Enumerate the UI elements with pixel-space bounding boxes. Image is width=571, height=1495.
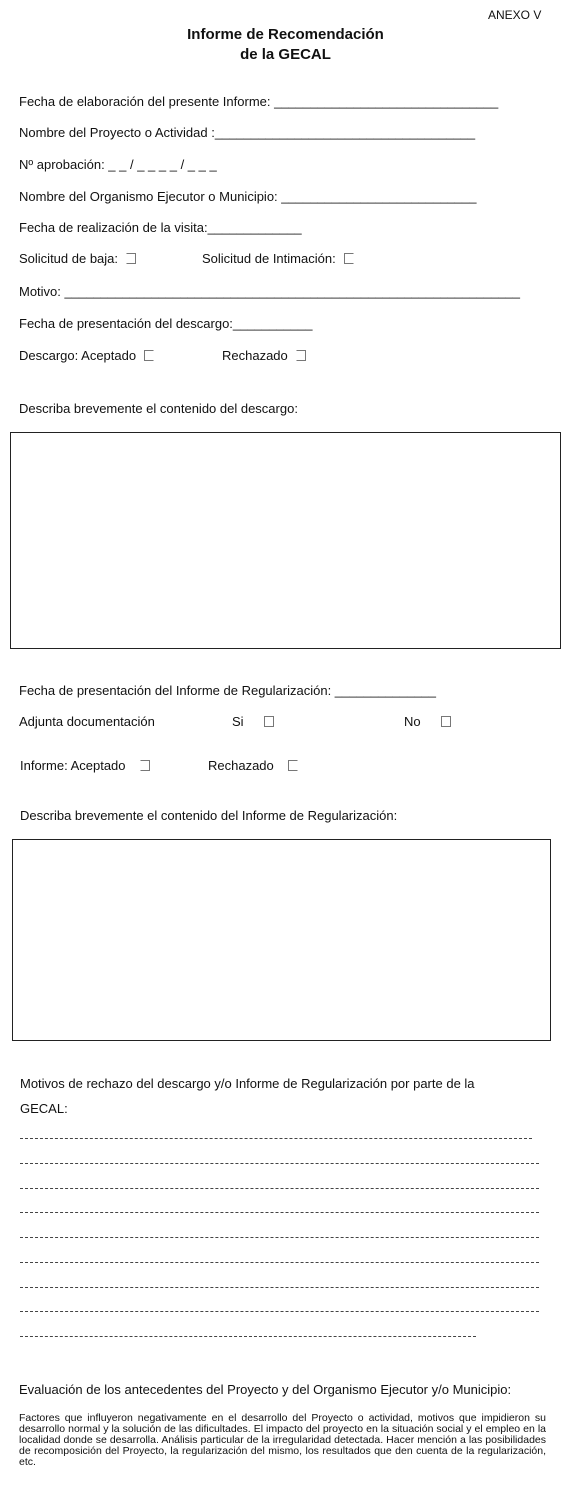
- describa-regularizacion-label: Describa brevemente el contenido del Informe de Regularización:: [20, 808, 398, 823]
- descargo-aceptado-option: [19, 348, 154, 363]
- solicitud-baja-label: Solicitud de baja:: [19, 251, 119, 266]
- adjunta-si-option: [232, 714, 274, 729]
- informe-aceptado-label: Informe: Aceptado: [20, 758, 126, 773]
- rechazo-answer-line[interactable]: [20, 1212, 539, 1213]
- fecha-visita-field: Fecha de realización de la visita:_____________: [19, 220, 302, 235]
- informe-rechazado-option: [208, 758, 298, 773]
- rechazo-answer-line[interactable]: [20, 1188, 539, 1189]
- adjunta-si-label: Si: [232, 714, 244, 729]
- evaluacion-instructions: Factores que influyeron negativamente en el desarrollo del Proyecto o actividad, motivos que impidieron su desarrollo normal y la solución de las dificultades. El impacto del proyecto en la situación social y el empleo en la localidad donde se desarrolla. Análisis particular de la irregularidad detectada. Hacer mención a las posibilidades de recomposición del Proyecto, la regularización del mismo, los resultados que den cuenta de la regularización, etc.: [19, 1412, 546, 1468]
- adjunta-no-checkbox[interactable]: [441, 716, 451, 727]
- descargo-aceptado-label: Descargo: Aceptado: [19, 348, 137, 363]
- descargo-rechazado-checkbox[interactable]: [296, 350, 306, 361]
- describa-descargo-label: Describa brevemente el contenido del descargo:: [19, 401, 298, 416]
- rechazo-answer-line[interactable]: [20, 1336, 476, 1337]
- rechazo-answer-line[interactable]: [20, 1163, 539, 1164]
- nombre-proyecto-field: Nombre del Proyecto o Actividad :____________________________________: [19, 125, 476, 140]
- solicitud-intimacion-option: [202, 251, 354, 266]
- motivos-rechazo-label-line1: Motivos de rechazo del descargo y/o Informe de Regularización por parte de la: [20, 1076, 475, 1091]
- evaluacion-heading: Evaluación de los antecedentes del Proyecto y del Organismo Ejecutor y/o Municipio:: [19, 1382, 512, 1397]
- solicitud-intimacion-label: Solicitud de Intimación:: [202, 251, 336, 266]
- solicitud-baja-checkbox[interactable]: [126, 253, 136, 264]
- descargo-aceptado-checkbox[interactable]: [144, 350, 154, 361]
- organismo-field: Nombre del Organismo Ejecutor o Municipio: ___________________________: [19, 189, 477, 204]
- descargo-rechazado-option: [222, 348, 306, 363]
- fecha-regularizacion-field: Fecha de presentación del Informe de Regularización: ______________: [19, 683, 437, 698]
- page-title-line1: Informe de Recomendación: [187, 26, 384, 43]
- solicitud-baja-option: [19, 251, 136, 266]
- fecha-descargo-field: Fecha de presentación del descargo:___________: [19, 316, 313, 331]
- adjunta-no-option: [404, 714, 451, 729]
- page-title-line2: de la GECAL: [240, 46, 331, 63]
- rechazo-answer-line[interactable]: [20, 1138, 532, 1139]
- solicitud-intimacion-checkbox[interactable]: [344, 253, 354, 264]
- annex-label: ANEXO V: [488, 8, 542, 22]
- informe-aceptado-checkbox[interactable]: [140, 760, 150, 771]
- regularizacion-text-box[interactable]: [12, 839, 551, 1041]
- adjunta-si-checkbox[interactable]: [264, 716, 274, 727]
- motivos-rechazo-label-line2: GECAL:: [20, 1101, 68, 1116]
- rechazo-answer-line[interactable]: [20, 1311, 539, 1312]
- aprobacion-field: Nº aprobación: _ _ / _ _ _ _ / _ _ _: [19, 157, 217, 172]
- adjunta-no-label: No: [404, 714, 421, 729]
- descargo-text-box[interactable]: [10, 432, 561, 649]
- informe-aceptado-option: [20, 758, 150, 773]
- rechazo-answer-line[interactable]: [20, 1262, 539, 1263]
- informe-rechazado-label: Rechazado: [208, 758, 274, 773]
- rechazo-answer-line[interactable]: [20, 1287, 539, 1288]
- informe-rechazado-checkbox[interactable]: [288, 760, 298, 771]
- fecha-elaboracion-field: Fecha de elaboración del presente Informe: _______________________________: [19, 94, 499, 109]
- descargo-rechazado-label: Rechazado: [222, 348, 288, 363]
- rechazo-answer-line[interactable]: [20, 1237, 539, 1238]
- adjunta-documentacion-label: Adjunta documentación: [19, 714, 155, 729]
- motivo-field: Motivo: _______________________________________________________________: [19, 284, 521, 299]
